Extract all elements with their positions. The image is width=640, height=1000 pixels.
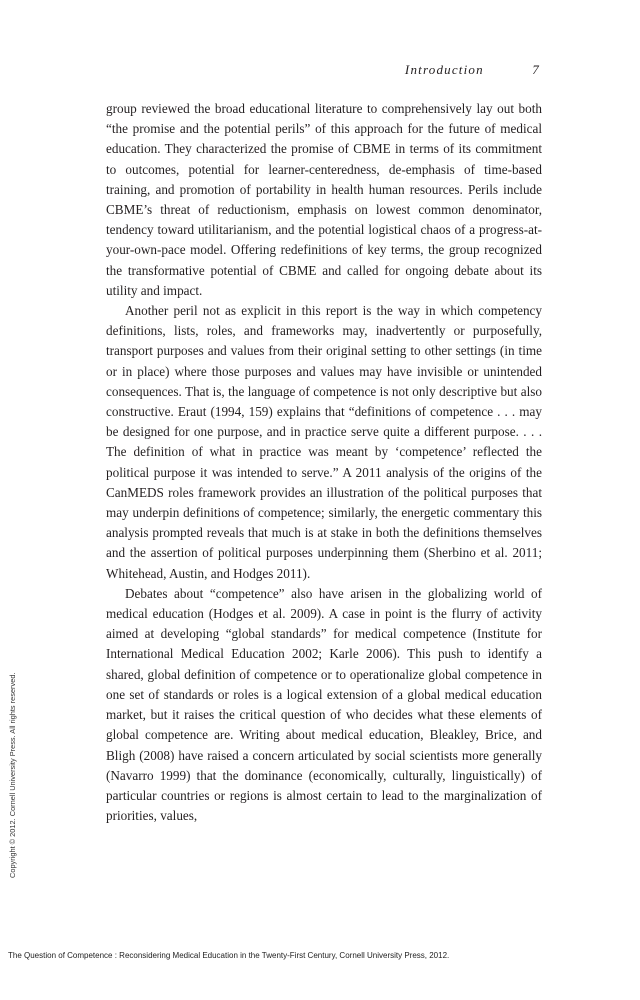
- paragraph-3: Debates about “competence” also have arisen in the globalizing world of medical education (Hodges et al. 2009). A case in point is the flurry of activity aimed at developing “global standards” for medical competence (Institute for International Medical Education 2002; Karle 2006). This push to identify a shared, global definition of competence or to operationalize global competence in one set of standards or roles is a logical extension of a global medical education market, but it raises the critical question of who decides what these elements of global competence are. Writing about medical education, Bleakley, Brice, and Bligh (2008) have raised a concern articulated by social scientists more generally (Navarro 1999) that the dominance (economically, culturally, linguistically) of particular countries or regions is almost certain to lead to the marginalization of priorities, values,: [106, 585, 542, 824]
- running-header: [405, 62, 540, 78]
- paragraph-1: group reviewed the broad educational literature to comprehensively lay out both “the promise and the potential perils” of this approach for the future of medical education. They characterized the promise of CBME in terms of its commitment to outcomes, potential for learner-centeredness, de-emphasis of time-based training, and promotion of portability in health human resources. Perils include CBME’s threat of reductionism, emphasis on lowest common denominator, tendency toward utilitarianism, and the potential logistical chaos of a progress-at-your-own-pace model. Offering redefinitions of key terms, the group recognized the transformative potential of CBME and called for ongoing debate about its utility and impact.: [106, 101, 542, 298]
- side-copyright-notice: [6, 618, 18, 878]
- body-text: [106, 99, 542, 826]
- paragraph-2: Another peril not as explicit in this report is the way in which competency definitions, lists, roles, and frameworks may, inadvertently or purposefully, transport purposes and values from their original setting to other settings (in time or in place) where those purposes and values may have invisible or unintended consequences. That is, the language of competence is not only descriptive but also constructive. Eraut (1994, 159) explains that “definitions of competence . . . may be designed for one purpose, and in practice serve quite a different purpose. . . . The definition of what in practice was meant by ‘competence’ reflected the political purpose it was intended to serve.” A 2011 analysis of the origins of the CanMEDS roles framework provides an illustration of the political purposes that may underpin definitions of competence; similarly, the energetic commentary this analysis prompted reveals that much is at stake in both the definitions themselves and the assertion of political purposes underpinning them (Sherbino et al. 2011; Whitehead, Austin, and Hodges 2011).: [106, 303, 542, 581]
- page-number: 7: [532, 62, 540, 77]
- side-copyright-text: Copyright © 2012. Cornell University Press. All rights reserved.: [8, 672, 17, 878]
- running-title: Introduction: [404, 62, 484, 77]
- footer-citation: The Question of Competence : Reconsidering Medical Education in the Twenty-First Century, Cornell University Press, 2012.: [8, 951, 450, 960]
